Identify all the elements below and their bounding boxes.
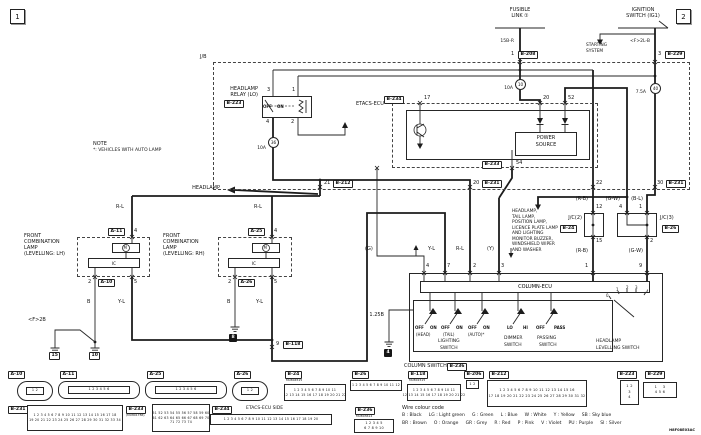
lamp-rh-pin2: 2 bbox=[228, 279, 232, 285]
etacs-pin52: 52 bbox=[568, 95, 575, 101]
strip-chip-b206: B-206 bbox=[464, 371, 484, 379]
relay-pin3: 3 bbox=[267, 87, 271, 93]
pin-21: 21 bbox=[324, 180, 331, 186]
jc2-box bbox=[584, 213, 604, 237]
connector-chip-b118: B-118 bbox=[283, 341, 303, 349]
strip-note-b234: ETACS-ECU SIDE bbox=[246, 406, 284, 411]
strip-code-b236: MU803614 bbox=[356, 414, 373, 418]
strip-pins-b229: 4 5 6 bbox=[654, 390, 666, 394]
strip-chip-b223: B-223 bbox=[617, 371, 637, 379]
fuse-36-amp: 10A bbox=[257, 146, 266, 151]
wire-code-line1: B : Black LG : Light green G : Green L : Blue W : White Y : Yellow SB : Sky blue bbox=[402, 413, 612, 418]
strip-pins-b231: 19 20 21 22 23 24 25 26 27 28 29 30 31 32 33 34 bbox=[29, 418, 121, 422]
col-pin7: 7 bbox=[447, 263, 451, 269]
wire-label-2lb: <F>2L-B bbox=[630, 39, 650, 44]
connector-chip-b233: B-233 bbox=[482, 161, 502, 169]
connector-chip-b24: B-24 bbox=[560, 225, 577, 233]
wire-125b: 1.25B bbox=[369, 312, 384, 318]
wire-yl-rh: Y-L bbox=[256, 299, 264, 305]
strip-chip-a25: A-25 bbox=[147, 371, 164, 379]
connector-chip-b229: B-229 bbox=[665, 51, 685, 59]
jc2-pin15: 15 bbox=[596, 238, 603, 244]
wire-rl-rh: R-L bbox=[254, 204, 262, 210]
ignition-switch-label2: SWITCH (IG1) bbox=[626, 13, 660, 19]
wire-yl-lh: Y-L bbox=[118, 299, 126, 305]
strip-chip-a26: A-26 bbox=[234, 371, 251, 379]
systems-note-line: POSITION LAMP, bbox=[512, 220, 547, 225]
strip-chip-b24: B-24 bbox=[285, 371, 302, 379]
power-source-label2: SOURCE bbox=[535, 142, 557, 148]
wire-b-lh: B bbox=[87, 299, 91, 305]
sw-cap-tail: (TAIL) bbox=[443, 332, 455, 337]
strip-pins-b233: 51 52 53 54 55 56 57 58 59 60 bbox=[152, 410, 210, 415]
sw-dimmer-lo: LO bbox=[507, 325, 513, 330]
etacs-pin54: 54 bbox=[516, 160, 523, 166]
strip-pins-b223: 4 bbox=[628, 395, 631, 400]
col-pin9: 9 bbox=[639, 263, 643, 269]
strip-chip-b118: B-118 bbox=[408, 371, 428, 379]
strip-pins-b24: 12 13 14 15 16 17 18 19 20 21 22 bbox=[283, 392, 347, 397]
connector-chip-b212: B-212 bbox=[333, 180, 353, 188]
pin-20: 20 bbox=[473, 180, 480, 186]
strip-pins-b233: 61 62 63 64 65 66 67 68 69 70 bbox=[152, 415, 210, 420]
wire-rl-col: R-L bbox=[456, 246, 464, 252]
ground-4: 4 bbox=[384, 349, 392, 357]
strip-pins-b212: 1 2 3 4 5 6 7 8 9 10 11 12 13 14 15 16 bbox=[499, 388, 575, 393]
starting-system-label2: SYSTEM bbox=[586, 49, 604, 54]
sw-auto-off: OFF bbox=[468, 325, 477, 330]
strip-chip-a10: A-10 bbox=[8, 371, 25, 379]
wire-code-line2: BR : Brown O : Orange GR : Grey R : Red P : Pink V : Violet PU : Purple SI : Silver bbox=[402, 420, 622, 426]
starting-system-label: STARTING bbox=[586, 43, 608, 48]
connector-chip-b223: B-223 bbox=[224, 100, 244, 108]
lamp-rh-pin4: 4 bbox=[274, 228, 278, 234]
strip-chip-b231: B-231 bbox=[8, 406, 28, 414]
systems-note-line: HEADLAMP, bbox=[512, 209, 538, 214]
dimmer-switch-label: DIMMER bbox=[504, 336, 523, 341]
strip-pins-a11: 1 2 3 4 5 6 bbox=[88, 387, 110, 392]
dial-1: 1 bbox=[616, 287, 619, 292]
passing-switch-label2: SWITCH bbox=[539, 342, 557, 348]
dial-0: 0 bbox=[606, 293, 609, 298]
jc3-name: J/C(3) bbox=[660, 215, 674, 221]
strip-pins-b236: 6 7 8 9 10 bbox=[364, 426, 384, 430]
fusible-link-label2: LINK ① bbox=[511, 13, 529, 19]
lamp-lh-pin4: 4 bbox=[134, 228, 138, 234]
ic-box-lh: IC bbox=[88, 258, 140, 268]
wire-rl-lh: R-L bbox=[116, 204, 124, 210]
systems-note-line: AND LIGHTING bbox=[512, 231, 544, 236]
wire-gw-1: (G-W) bbox=[605, 196, 620, 202]
dial-3: 3 bbox=[635, 285, 638, 290]
sw-passing-pass: PASS bbox=[554, 325, 566, 330]
jb-label: J/B bbox=[200, 54, 207, 60]
sw-tail-off: OFF bbox=[441, 325, 450, 330]
lamp-rh-pin5: 5 bbox=[274, 279, 278, 285]
fuse-10: 10 bbox=[515, 79, 526, 90]
wire-g: (G) bbox=[365, 246, 373, 252]
strip-pins-b24: 1 2 3 4 5 6 7 8 9 10 11 bbox=[293, 387, 337, 392]
relay-name2: RELAY (LO) bbox=[230, 92, 258, 98]
sw-auto-on: ON bbox=[483, 325, 490, 330]
lamp-rh-name4: (LEVELLING: RH) bbox=[163, 251, 205, 257]
lamp-lh-name3: LAMP bbox=[24, 245, 38, 251]
col-pin1: 1 bbox=[585, 263, 589, 269]
jc3-pin2: 2 bbox=[650, 238, 654, 244]
strip-pins-b236: 1 2 3 4 5 bbox=[365, 420, 383, 425]
levelling-switch-label: HEADLAMP bbox=[596, 339, 622, 344]
dimmer-switch-label2: SWITCH bbox=[504, 342, 522, 348]
lamp-rh-name2: COMBINATION bbox=[163, 239, 199, 245]
jc3-pin4: 4 bbox=[619, 204, 623, 210]
relay-pin4: 4 bbox=[266, 119, 270, 125]
strip-pins-a25: 1 2 3 4 5 6 bbox=[175, 387, 197, 392]
column-ecu-bar: COLUMN-ECU bbox=[420, 281, 650, 293]
col-pin3: 3 bbox=[501, 263, 505, 269]
note-title: NOTE bbox=[93, 141, 107, 147]
lamp-lh-pin2: 2 bbox=[88, 279, 92, 285]
jc2-name: J/C(2) bbox=[568, 215, 582, 221]
connector-chip-a25: A-25 bbox=[248, 228, 265, 236]
wire-rb-1: (R-B) bbox=[575, 196, 588, 202]
systems-note-line: MONITOR BUZZER, bbox=[512, 236, 553, 242]
lighting-switch-label2: SWITCH bbox=[440, 345, 458, 351]
jc3-box bbox=[617, 213, 657, 237]
strip-pins-b212: 17 18 19 20 21 22 23 24 25 26 27 28 29 30 31 32 bbox=[488, 393, 586, 398]
strip-pins-b223: 3 bbox=[628, 389, 631, 394]
page-ref-1: 1 bbox=[10, 9, 25, 24]
fusible-link-label: FUSIBLE bbox=[509, 7, 531, 13]
sw-tail-on: ON bbox=[456, 325, 463, 330]
strip-pins-b118: 12 13 14 15 16 17 18 19 20 21 22 bbox=[402, 392, 466, 397]
jc2-pin12: 12 bbox=[596, 204, 603, 210]
lamp-lh-name: FRONT bbox=[24, 233, 42, 239]
etacs-pin17: 17 bbox=[424, 95, 431, 101]
strip-chip-b229: B-229 bbox=[645, 371, 665, 379]
dial-4: 4 bbox=[646, 289, 649, 294]
strip-pins-b231: 1 2 3 4 5 6 7 8 9 10 11 12 13 14 15 16 17 18 bbox=[33, 413, 117, 418]
motor-m-lh: M bbox=[123, 244, 127, 250]
strip-chip-b233: B-233 bbox=[126, 406, 146, 414]
pin-9-b118: 9 bbox=[276, 341, 280, 347]
strip-pins-a10: 1 2 bbox=[31, 388, 39, 393]
strip-pins-a26: 1 2 bbox=[246, 388, 254, 393]
wire-rb-2: (R-B) bbox=[575, 248, 588, 254]
strip-chip-b234: B-234 bbox=[212, 406, 232, 414]
strip-code-b233: (MU801786) bbox=[126, 413, 145, 417]
strip-code-b118: MU801515 bbox=[409, 378, 426, 382]
sw-head-off: OFF bbox=[415, 325, 424, 330]
fuse-40: 40 bbox=[650, 83, 661, 94]
fuse-10-amp: 10A bbox=[504, 86, 513, 91]
lighting-switch-label: LIGHTING bbox=[438, 339, 460, 344]
dial-2: 2 bbox=[626, 285, 629, 290]
strip-pins-b229: 1 3 bbox=[654, 384, 666, 389]
lamp-lh-name4: (LEVELLING: LH) bbox=[24, 251, 65, 257]
sw-passing-off: OFF bbox=[536, 325, 545, 330]
strip-chip-a11: A-11 bbox=[60, 371, 77, 379]
lamp-lh-pin5: 5 bbox=[134, 279, 138, 285]
sw-cap-auto: (AUTO)* bbox=[468, 332, 485, 337]
col-pin2: 2 bbox=[473, 263, 477, 269]
sw-head-on: ON bbox=[430, 325, 437, 330]
pin-b208: 1 bbox=[511, 51, 515, 57]
sw-dimmer-hi: HI bbox=[523, 325, 528, 330]
wire-b-rh: B bbox=[227, 299, 231, 305]
wire-code-title: Wire colour code bbox=[402, 405, 444, 411]
relay-on: ON bbox=[277, 104, 284, 109]
sw-cap-head: (HEAD) bbox=[416, 332, 431, 337]
col-pin4: 4 bbox=[426, 263, 430, 269]
strip-pins-b223: 1 2 bbox=[626, 384, 633, 389]
diagram-code: H8F08E03AC bbox=[669, 428, 695, 432]
etacs-label: ETACS-ECU bbox=[356, 101, 384, 107]
lamp-rh-name3: LAMP bbox=[163, 245, 177, 251]
ignition-switch-label: IGNITION bbox=[631, 7, 655, 13]
ground-15: 15 bbox=[49, 352, 60, 360]
etacs-pin20: 20 bbox=[543, 95, 550, 101]
connector-chip-b234: B-234 bbox=[384, 96, 404, 104]
strip-code-b24: MU804515 bbox=[286, 378, 303, 382]
headlamp-arrow-label: HEADLAMP bbox=[192, 185, 220, 191]
strip-chip-b236: B-236 bbox=[355, 407, 375, 415]
pin-b229: 3 bbox=[658, 51, 662, 57]
fuse-36: 36 bbox=[268, 137, 279, 148]
pin-22: 22 bbox=[596, 180, 603, 186]
strip-pins-b233: 71 72 73 74 bbox=[169, 420, 192, 425]
connector-chip-a10: A-10 bbox=[98, 279, 115, 287]
strip-pins-b118: 1 2 3 4 5 6 7 8 9 10 11 bbox=[412, 387, 456, 392]
connector-chip-a11: A-11 bbox=[108, 228, 125, 236]
connector-chip-b236: B-236 bbox=[447, 363, 467, 371]
passing-switch-label: PASSING bbox=[537, 336, 557, 341]
systems-note-line: TAIL LAMP, bbox=[512, 214, 536, 220]
systems-note-line: AND WASHER bbox=[512, 247, 542, 253]
strip-pins-b206: 1 2 bbox=[469, 381, 476, 386]
levelling-switch-label2: LEVELLING SWITCH bbox=[596, 345, 640, 351]
relay-pin1: 1 bbox=[292, 87, 296, 93]
note-text: *: VEHICLES WITH AUTO LAMP bbox=[93, 148, 162, 153]
wire-y: (Y) bbox=[487, 246, 494, 252]
fuse-40-amp: 7.5A bbox=[635, 90, 646, 95]
systems-note-line: LICENCE PLATE LAMP bbox=[512, 225, 558, 231]
motor-m-rh: M bbox=[263, 244, 267, 250]
wire-f2b: <F>2B bbox=[28, 317, 46, 323]
power-source-label: POWER bbox=[536, 135, 556, 141]
strip-pins-b26: 1 2 3 4 5 6 7 8 9 10 11 12 bbox=[351, 383, 401, 388]
systems-note-line: WINDSHIELD WIPER bbox=[512, 242, 555, 247]
relay-name: HEADLAMP bbox=[230, 86, 258, 92]
column-switch-label: COLUMN SWITCH bbox=[404, 363, 447, 369]
wire-gw-2: (G-W) bbox=[628, 248, 643, 254]
ground-10: 10 bbox=[89, 352, 100, 360]
jc3-pin1: 1 bbox=[639, 204, 643, 210]
lamp-lh-name2: COMBINATION bbox=[24, 239, 60, 245]
wire-yl-col: Y-L bbox=[428, 246, 436, 252]
strip-chip-b212: B-212 bbox=[489, 371, 509, 379]
relay-off: OFF bbox=[263, 104, 272, 109]
connector-chip-b26: B-26 bbox=[662, 225, 679, 233]
wire-bl: (B-L) bbox=[631, 196, 643, 202]
lamp-rh-name: FRONT bbox=[163, 233, 181, 239]
strip-pins-b234: 1 2 3 4 5 6 7 8 9 10 11 12 13 14 15 16 17 18 19 20 bbox=[223, 417, 319, 422]
relay-pin2: 2 bbox=[291, 119, 295, 125]
strip-chip-b26: B-26 bbox=[352, 371, 369, 379]
ground-8: 8 bbox=[229, 334, 237, 342]
wire-label-15br: 15B-R bbox=[500, 39, 514, 44]
connector-chip-b231: B-231 bbox=[482, 180, 502, 188]
ic-box-rh: IC bbox=[228, 258, 280, 268]
connector-chip-b231-2: B-231 bbox=[666, 180, 686, 188]
connector-chip-a26: A-26 bbox=[238, 279, 255, 287]
connector-chip-b208: B-208 bbox=[518, 51, 538, 59]
pin-30: 30 bbox=[657, 180, 664, 186]
page-ref-2: 2 bbox=[676, 9, 691, 24]
